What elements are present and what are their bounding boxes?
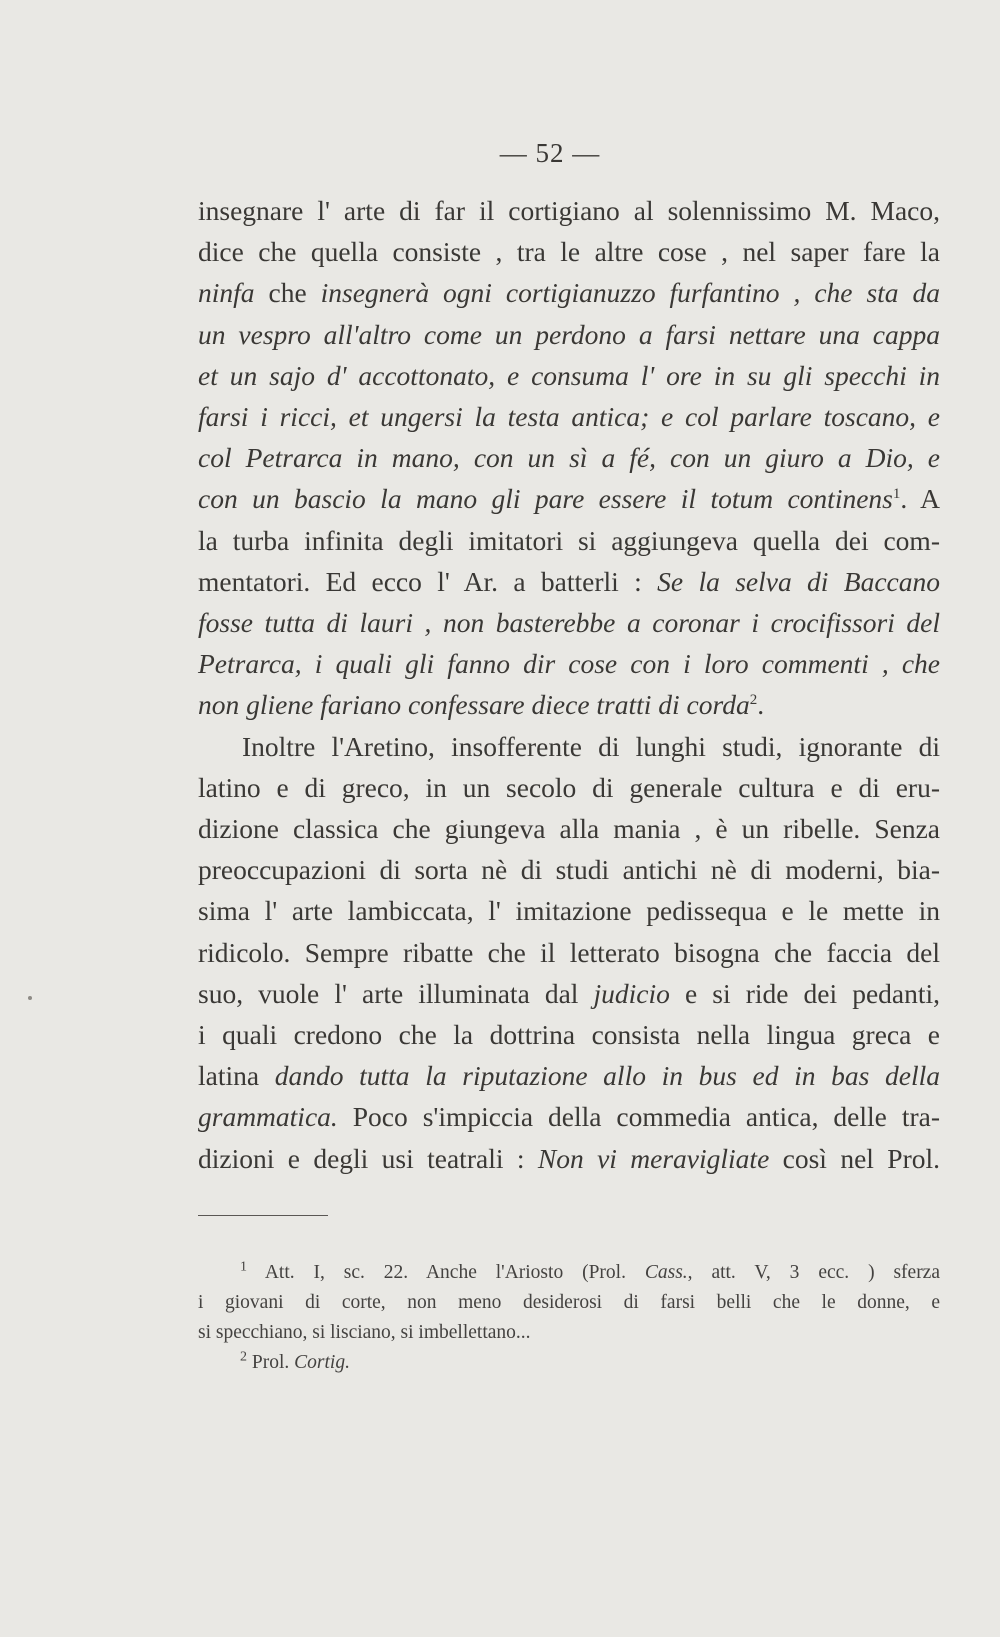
italic-text: farsi i ricci, et ungersi la testa antica; e col parlare toscano, e (198, 401, 940, 433)
text-run: i giovani di corte, non meno desiderosi di farsi belli che le donne, e (198, 1292, 940, 1313)
body-line (198, 396, 940, 437)
footnote-marker: 1 (240, 1259, 247, 1275)
body-line (198, 684, 940, 725)
text-run: che (254, 277, 321, 309)
body-line (198, 561, 940, 602)
text-run: Att. I, sc. 22. Anche l'Ariosto (Prol. (247, 1262, 645, 1283)
body-line (198, 1014, 940, 1055)
body-line (198, 478, 940, 519)
body-line (198, 355, 940, 396)
text-run: e si ride dei pedanti, (669, 977, 941, 1009)
text-run: così nel Prol. (769, 1142, 940, 1174)
italic-text: insegnerà ogni cortigianuzzo furfantino , che sta da (320, 277, 940, 309)
body-line (198, 1096, 940, 1137)
italic-text: con un bascio la mano gli pare essere il totum continens (198, 483, 893, 515)
italic-text: judicio (593, 977, 670, 1009)
text-run: Poco s'impiccia della commedia antica, delle tra- (337, 1101, 940, 1133)
footnote-line (198, 1288, 940, 1318)
main-text (198, 190, 940, 1179)
italic-text: non gliene fariano confessare diece tratti di corda (198, 689, 750, 721)
body-line (198, 437, 940, 478)
footnote-separator (198, 1215, 328, 1216)
italic-text: Se la selva di Baccano (657, 565, 941, 597)
body-line (198, 231, 940, 272)
body-line (198, 1055, 940, 1096)
body-line (198, 726, 940, 767)
text-run: mentatori. Ed ecco l' Ar. a batterli : (198, 565, 658, 597)
body-line (198, 973, 940, 1014)
footnote-marker: 1 (892, 486, 901, 503)
body-line (198, 767, 940, 808)
footnotes (198, 1258, 940, 1378)
text-run: dizione classica che giungeva alla mania , è un ribelle. Senza (198, 813, 940, 845)
text-run: Inoltre l'Aretino, insofferente di lunghi studi, ignorante di (242, 730, 940, 762)
body-line (198, 520, 940, 561)
italic-text: et un sajo d' accottonato, e consuma l' ore in su gli specchi in (198, 359, 940, 391)
body-line (198, 932, 940, 973)
body-line (198, 314, 940, 355)
page-number: — 52 — (499, 138, 601, 168)
body-line (198, 890, 940, 931)
italic-text: ninfa (198, 277, 255, 309)
italic-text: Cortig. (294, 1352, 350, 1373)
paper-spot (28, 996, 32, 1000)
body-line (198, 190, 940, 231)
body-line (198, 849, 940, 890)
footnote-line (198, 1318, 940, 1348)
italic-text: col Petrarca in mano, con un sì a fé, con un giuro a Dio, e (198, 442, 940, 474)
text-run: . (757, 689, 765, 721)
text-run: sima l' arte lambiccata, l' imitazione pedissequa e le mette in (198, 895, 940, 927)
footnote-line (198, 1258, 940, 1288)
text-run: la turba infinita degli imitatori si aggiungeva quella dei com- (198, 524, 940, 556)
text-run: . A (900, 483, 940, 515)
italic-text: dando tutta la riputazione allo in bus ed in bas della (274, 1060, 940, 1092)
footnote-marker: 2 (240, 1349, 247, 1365)
text-run: suo, vuole l' arte illuminata dal (198, 977, 594, 1009)
text-run: Prol. (247, 1352, 295, 1373)
italic-text: Cass. (644, 1262, 688, 1283)
text-run: latino e di greco, in un secolo di generale cultura e di eru- (198, 771, 940, 803)
italic-text: grammatica. (198, 1101, 338, 1133)
body-line (198, 602, 940, 643)
body-line (198, 643, 940, 684)
text-run: latina (198, 1060, 275, 1092)
text-run: dizioni e degli usi teatrali : (198, 1142, 538, 1174)
body-line (198, 1138, 940, 1179)
italic-text: Petrarca, i quali gli fanno dir cose con i loro commenti , che (198, 648, 940, 680)
italic-text: fosse tutta di lauri , non basterebbe a coronar i crocifissori del (198, 607, 940, 639)
text-run: si specchiano, si lisciano, si imbellettano... (198, 1322, 531, 1343)
footnote-line (198, 1348, 940, 1378)
italic-text: un vespro all'altro come un perdono a farsi nettare una cappa (198, 318, 940, 350)
text-run: dice che quella consiste , tra le altre cose , nel saper fare la (198, 236, 940, 268)
text-run: preoccupazioni di sorta nè di studi antichi nè di moderni, bia- (198, 854, 940, 886)
text-run: i quali credono che la dottrina consista nella lingua greca e (198, 1019, 940, 1051)
text-run: ridicolo. Sempre ribatte che il letterato bisogna che faccia del (198, 936, 940, 968)
body-line (198, 808, 940, 849)
text-run: insegnare l' arte di far il cortigiano al solennissimo M. Maco, (198, 195, 940, 226)
footnote-marker: 2 (749, 692, 758, 709)
body-line (198, 272, 940, 313)
italic-text: Non vi meravigliate (537, 1142, 770, 1174)
text-run: , att. V, 3 ecc. ) sferza (687, 1262, 940, 1283)
